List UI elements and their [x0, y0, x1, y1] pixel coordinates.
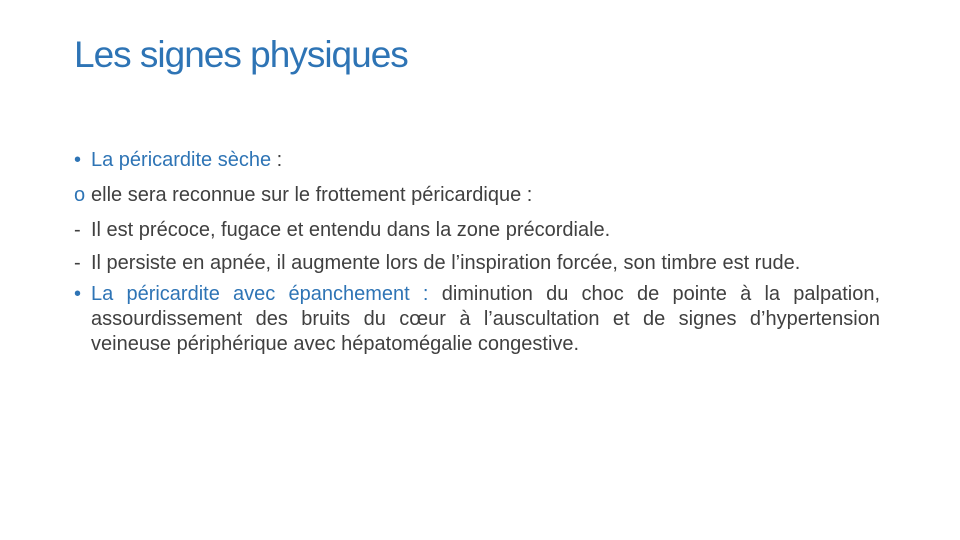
- bullet-marker: •: [74, 283, 82, 305]
- item-heading: La péricardite sèche: [91, 149, 272, 171]
- slide-title: Les signes physiques: [74, 34, 408, 75]
- list-item: [74, 282, 880, 357]
- item-text: Il est précoce, fugace et entendu dans la zone précordiale.: [91, 219, 611, 241]
- dash-marker: -: [74, 252, 81, 274]
- item-text: Il persiste en apnée, il augmente lors de l’inspiration forcée, son timbre est rude.: [91, 252, 801, 274]
- list-item: [74, 251, 880, 276]
- dash-marker: -: [74, 219, 81, 241]
- list-item: [74, 181, 880, 210]
- item-text: :: [271, 149, 283, 171]
- list-item: [74, 216, 880, 245]
- slide-content: [74, 146, 880, 357]
- list-item: [74, 146, 880, 175]
- bullet-marker: •: [74, 149, 82, 171]
- bullet-marker: o: [74, 184, 86, 206]
- item-text: diminution du choc de pointe à la palpation, assourdissement des bruits du cœur à l’auscultation et de signes d’hypertension veineuse périphérique avec hépatomégalie congestive.: [91, 283, 880, 355]
- item-text: elle sera reconnue sur le frottement péricardique :: [91, 184, 533, 206]
- item-heading: La péricardite avec épanchement :: [91, 283, 429, 305]
